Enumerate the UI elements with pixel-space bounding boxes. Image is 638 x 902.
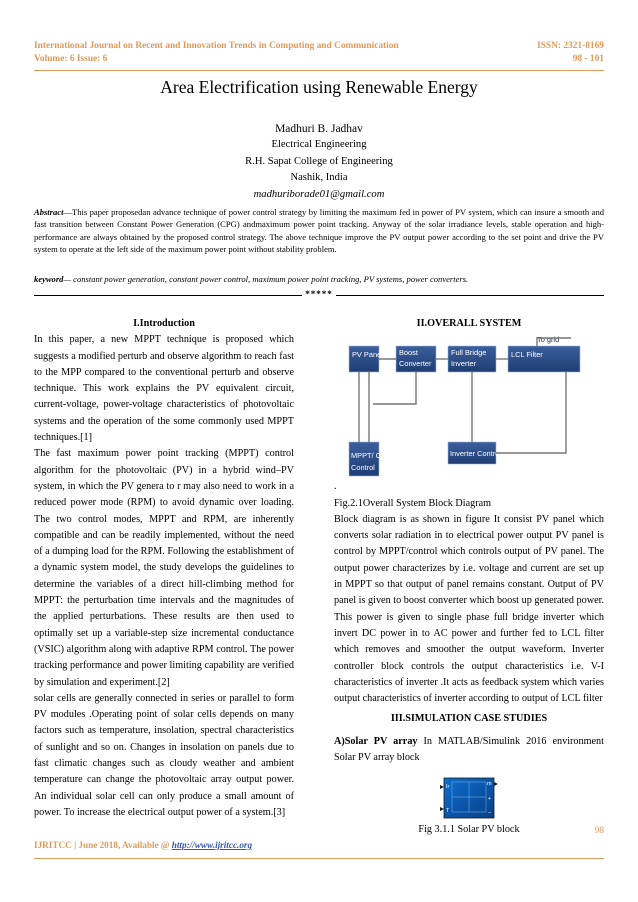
author-city: Nashik, India — [290, 172, 348, 184]
inverter-control-label: Inverter Control — [450, 449, 501, 459]
to-grid-label: To grid — [537, 335, 560, 345]
footer-text: IJRITCC | June 2018, Available @ — [34, 840, 172, 850]
journal-name: International Journal on Recent and Innovation Trends in Computing and Communication — [34, 41, 399, 51]
separator-stars: ***** — [305, 289, 333, 299]
mppt-label-1: MPPT/ CPG — [351, 451, 392, 461]
abstract-text: This paper proposedan advance technique of power control strategy by limiting the maximum fed in power of PV system, which can insure a smooth and fast transition between Constant Power Generation (CPG) andmaximum power point tracking. Anyway of the solar irradiance levels, stable operation and high-performance are always obtained by the proposed control strategy. The above technique improve the PV output power according to the set point and drive the PV system to operate at the left side of the maximum power point without stability problem. — [34, 207, 604, 254]
abstract-label: Abstract — [34, 207, 64, 217]
abstract — [34, 206, 604, 255]
full-bridge-label-2: Inverter — [451, 359, 477, 369]
intro-heading: I.Introduction — [133, 318, 195, 329]
diagram-dot: . — [334, 481, 337, 493]
abstract-dash: — — [63, 207, 72, 217]
solar-pv-array-label: A)Solar PV array — [334, 735, 418, 747]
solar-pv-array-paragraph — [334, 734, 604, 767]
keywords — [34, 273, 604, 285]
header-divider — [34, 70, 604, 71]
keywords-label: keyword — [34, 274, 64, 284]
intro-paragraph-1: In this paper, a new MPPT technique is proposed which suggests a modified perturb and observe algorithm to reach fast to the MPP compared to the conventional perturb and observe technique. This work explains the PV equivalent circuit, current-voltage, power-voltage characteristics of photovoltaic systems and the operation of the some commonly used MPPT techniques.[1] — [34, 334, 294, 444]
fig-3-1-1-caption: Fig 3.1.1 Solar PV block — [418, 824, 520, 836]
pv-port-ir: Ir — [446, 784, 450, 791]
journal-pages: 98 - 101 — [572, 54, 604, 64]
intro-paragraph-2: The fast maximum power point tracking (MPPT) control algorithm for the photovoltaic (PV) in a hybrid wind–PV system, in which the PV genera to r may also need to work in a reduced power mode (RPM) to avoid dynamic over loading. The two control modes, MPPT and RPM, are inherently compatible and can be readily implemented, without the need of a dumping load for the RPM. Following the establishment of a dynamic system model, the study develops the guidelines to determine the variables of a direct hill-climbing method for MPPT: the perturbation time intervals and the magnitudes of the applied perturbations. These results are then used to optimally set up a variable-step size incremental conductance (VSIC) algorithm along with adaptive RPM control. The power tracking performance and power limiting capability are verified by simulation and experiment.[2] — [34, 448, 294, 688]
footer-link[interactable]: http://www.ijritcc.org — [171, 840, 253, 850]
solar-pv-simulink-block — [438, 776, 500, 820]
overall-system-paragraph: Block diagram is as shown in figure It consist PV panel which converts solar radiation in to electrical power output PV panel is control by MPPT/control which controls output of PV panel. The output power characterizes by i.e. voltage and current are set up in MPPT so that output of panel remains constant. Output of PV panel is given to boost converter which boost up generated power. This power is given to single phase full bridge inverter which invert DC power in to AC power and further fed to LCL filter which removes and smoother the output waveform. Inverter controller block controls the output characteristics i.e. V-I characteristics of inverter .It acts as feedback system which varies output characteristics of inverter according to output of LCL filter — [334, 513, 604, 705]
journal-header-left — [34, 40, 399, 66]
lcl-filter-label: LCL Filter — [511, 350, 543, 360]
boost-label-1: Boost — [399, 348, 418, 358]
author-block — [0, 121, 638, 203]
pv-port-t: T — [446, 808, 450, 815]
pv-port-m: m — [487, 781, 492, 788]
left-column — [34, 316, 294, 821]
full-bridge-label-1: Full Bridge — [451, 348, 487, 358]
section-separator — [34, 289, 604, 301]
right-column — [334, 316, 604, 839]
system-block-diagram — [341, 334, 586, 479]
paper-title: Area Electrification using Renewable Energy — [160, 77, 478, 97]
pv-panels-label: PV Panels — [352, 350, 387, 360]
pv-port-plus: + — [488, 796, 492, 803]
boost-label-2: Converter — [399, 359, 432, 369]
mppt-label-2: Control — [351, 463, 375, 473]
solar-pv-array-text: In MATLAB/Simulink 2016 environment Solar PV array block — [334, 735, 604, 764]
pv-port-minus: − — [488, 810, 492, 817]
keywords-text: — constant power generation, constant power control, maximum power point tracking, PV systems, power converters. — [63, 274, 469, 284]
simulation-heading: III.SIMULATION CASE STUDIES — [390, 713, 548, 725]
footer-divider — [34, 858, 604, 859]
overall-system-heading: II.OVERALL SYSTEM — [416, 318, 522, 329]
author-college: R.H. Sapat College of Engineering — [245, 155, 393, 167]
footer — [34, 840, 252, 850]
page-number: 98 — [594, 826, 604, 836]
journal-issn: ISSN: 2321-8169 — [537, 41, 604, 51]
fig-2-1-caption: Fig.2.1Overall System Block Diagram — [334, 497, 492, 509]
journal-header-right — [537, 40, 604, 66]
author-name: Madhuri B. Jadhav — [275, 123, 363, 135]
journal-volume: Volume: 6 Issue: 6 — [34, 54, 108, 64]
intro-paragraph-3: solar cells are generally connected in series or parallel to form PV modules .Operating point of solar cells depends on many factors such as temperature, insolation, spectral characteristics of sunlight and so on. Changes in insolation on panels due to fast climatic changes such as cloudy weather and ambient temperature can change the photovoltaic array output power. An individual solar cell can only produce a small amount of power. To increase the electrical output power of a system.[3] — [34, 692, 294, 818]
separator-line-right — [336, 295, 604, 296]
author-email[interactable]: madhuriborade01@gmail.com — [253, 188, 385, 200]
author-department: Electrical Engineering — [271, 139, 367, 151]
